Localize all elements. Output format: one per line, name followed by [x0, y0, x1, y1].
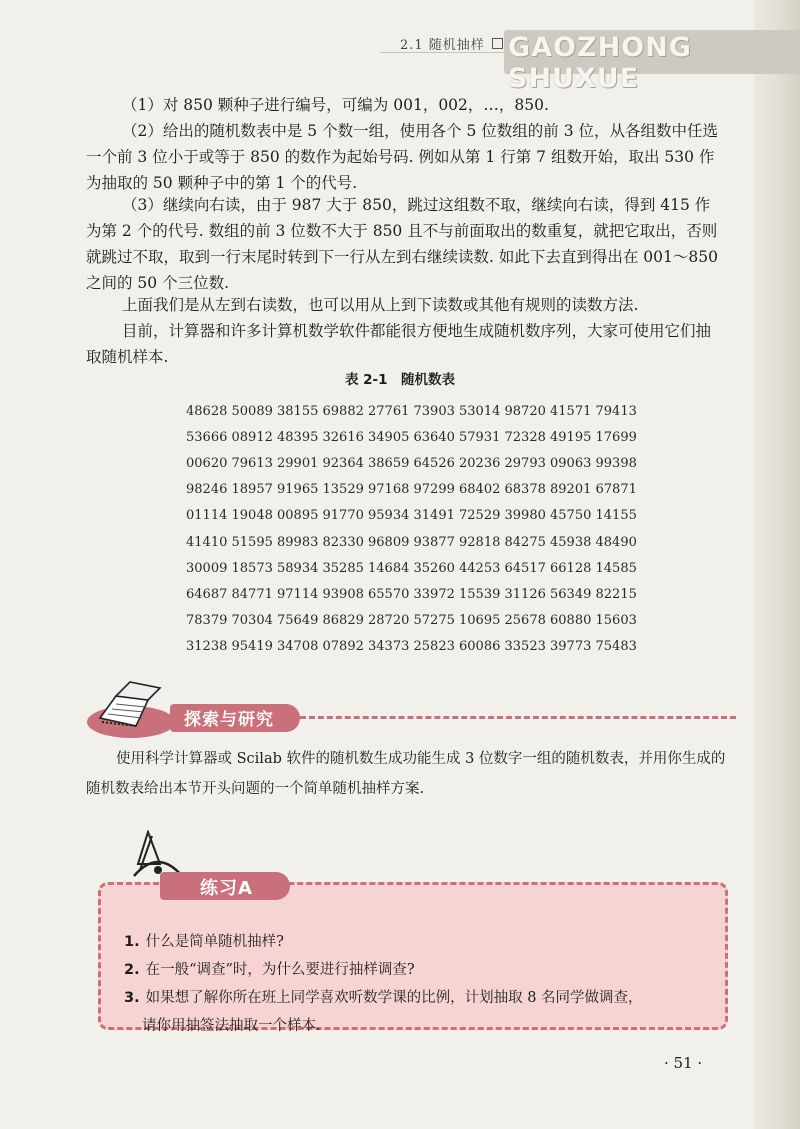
table-row	[186, 634, 641, 660]
table-cell: 25823	[413, 639, 455, 655]
table-cell: 89983	[277, 534, 319, 550]
exercise-item	[124, 984, 643, 1012]
table-cell: 18957	[231, 482, 273, 498]
table-cell: 70304	[231, 613, 273, 629]
table-row	[186, 529, 641, 555]
table-cell: 68402	[459, 482, 501, 498]
exercise-title: 练习A	[200, 878, 253, 899]
paragraph-step-1: （1）对 850 颗种子进行编号，可编为 001，002，…，850.	[122, 96, 549, 114]
table-cell: 48395	[277, 429, 319, 445]
table-row	[186, 450, 641, 476]
paragraph-step-3: （3）继续向右读，由于 987 大于 850，跳过这组数不取，继续向右读，得到 415 作为第 2 个的代号. 数组的前 3 位数不大于 850 且不与前面取出的数重复，就把它取出，否则就跳过不取，取到一行末尾时转到下一行从左到右继续读数. 如此下去直到得出在 001～850之间的 50 个三位数.	[86, 196, 718, 292]
table-cell: 79413	[595, 403, 637, 419]
table-cell: 53014	[459, 403, 501, 419]
table-cell: 56349	[550, 586, 592, 602]
table-cell: 00620	[186, 455, 228, 471]
table-cell: 01114	[186, 508, 228, 524]
table-cell: 34905	[368, 429, 410, 445]
table-cell: 39980	[504, 508, 546, 524]
table-cell: 07892	[322, 639, 364, 655]
table-cell: 66128	[550, 560, 592, 576]
explore-title: 探索与研究	[184, 710, 274, 730]
table-cell: 18573	[231, 560, 273, 576]
table-cell: 38155	[277, 403, 319, 419]
exercise-number: 1.	[124, 934, 140, 950]
exercise-number: 2.	[124, 962, 140, 978]
table-cell: 91770	[322, 508, 364, 524]
table-cell: 75483	[595, 639, 637, 655]
table-cell: 14585	[595, 560, 637, 576]
table-cell: 72328	[504, 429, 546, 445]
table-cell: 17699	[595, 429, 637, 445]
table-cell: 31126	[504, 586, 546, 602]
table-cell: 92364	[322, 455, 364, 471]
table-cell: 00895	[277, 508, 319, 524]
table-cell: 38659	[368, 455, 410, 471]
exercise-text: 什么是简单随机抽样?	[145, 934, 284, 950]
table-cell: 34708	[277, 639, 319, 655]
table-cell: 45750	[550, 508, 592, 524]
table-cell: 58934	[277, 560, 319, 576]
exercise-item	[124, 928, 643, 956]
paragraph-reading-order: 上面我们是从左到右读数，也可以用从上到下读数或其他有规则的读数方法.	[122, 296, 639, 314]
table-cell: 35285	[322, 560, 364, 576]
table-cell: 69882	[322, 403, 364, 419]
paragraph-software: 目前，计算器和许多计算机数学软件都能很方便地生成随机数序列，大家可使用它们抽取随机样本.	[86, 322, 712, 366]
table-cell: 73903	[413, 403, 455, 419]
exercise-text: 在一般“调查”时，为什么要进行抽样调查?	[145, 962, 415, 978]
table-cell: 64526	[413, 455, 455, 471]
table-cell: 63640	[413, 429, 455, 445]
table-cell: 13529	[322, 482, 364, 498]
table-cell: 39773	[550, 639, 592, 655]
table-cell: 95419	[231, 639, 273, 655]
table-cell: 44253	[459, 560, 501, 576]
table-cell: 86829	[322, 613, 364, 629]
table-row	[186, 555, 641, 581]
table-cell: 19048	[231, 508, 273, 524]
table-cell: 50089	[231, 403, 273, 419]
table-cell: 72529	[459, 508, 501, 524]
table-cell: 45938	[550, 534, 592, 550]
table-cell: 93877	[413, 534, 455, 550]
table-cell: 82330	[322, 534, 364, 550]
table-cell: 67871	[595, 482, 637, 498]
table-row	[186, 424, 641, 450]
explore-divider	[300, 716, 736, 719]
exercise-item	[124, 956, 643, 984]
table-cell: 64687	[186, 586, 228, 602]
explore-heading	[86, 700, 736, 740]
table-cell: 28720	[368, 613, 410, 629]
table-cell: 41571	[550, 403, 592, 419]
table-cell: 57275	[413, 613, 455, 629]
table-cell: 97299	[413, 482, 455, 498]
table-row	[186, 477, 641, 503]
exercise-list	[124, 928, 643, 1040]
table-cell: 82215	[595, 586, 637, 602]
table-cell: 75649	[277, 613, 319, 629]
table-cell: 68378	[504, 482, 546, 498]
table-cell: 98720	[504, 403, 546, 419]
table-cell: 14684	[368, 560, 410, 576]
table-cell: 10695	[459, 613, 501, 629]
table-caption: 表 2-1 随机数表	[344, 372, 456, 388]
table-cell: 84771	[231, 586, 273, 602]
table-cell: 15603	[595, 613, 637, 629]
exercise-item-continuation: 请你用抽签法抽取一个样本.	[142, 1018, 321, 1034]
table-cell: 89201	[550, 482, 592, 498]
table-cell: 53666	[186, 429, 228, 445]
table-cell: 64517	[504, 560, 546, 576]
paragraph-step-2: （2）给出的随机数表中是 5 个数一组，使用各个 5 位数组的前 3 位，从各组数中任选一个前 3 位小于或等于 850 的数作为起始号码. 例如从第 1 行第 7 组数开始，取出 530 作为抽取的 50 颗种子中的第 1 个的代号.	[86, 122, 719, 192]
table-cell: 60880	[550, 613, 592, 629]
table-cell: 15539	[459, 586, 501, 602]
table-cell: 29901	[277, 455, 319, 471]
table-cell: 84275	[504, 534, 546, 550]
table-cell: 57931	[459, 429, 501, 445]
table-cell: 51595	[231, 534, 273, 550]
table-cell: 65570	[368, 586, 410, 602]
table-cell: 79613	[231, 455, 273, 471]
table-cell: 91965	[277, 482, 319, 498]
table-cell: 25678	[504, 613, 546, 629]
book-notebook-icon	[86, 678, 176, 740]
table-cell: 27761	[368, 403, 410, 419]
table-cell: 97114	[277, 586, 319, 602]
table-cell: 34373	[368, 639, 410, 655]
running-header	[380, 28, 800, 94]
table-cell: 96809	[368, 534, 410, 550]
table-cell: 48628	[186, 403, 228, 419]
table-cell: 48490	[595, 534, 637, 550]
explore-body: 使用科学计算器或 Scilab 软件的随机数生成功能生成 3 位数字一组的随机数表，并用你生成的随机数表给出本节开头问题的一个简单随机抽样方案.	[86, 751, 726, 797]
table-cell: 08912	[231, 429, 273, 445]
table-cell: 29793	[504, 455, 546, 471]
table-cell: 93908	[322, 586, 364, 602]
table-cell: 98246	[186, 482, 228, 498]
table-cell: 35260	[413, 560, 455, 576]
table-row	[186, 398, 641, 424]
table-row	[186, 503, 641, 529]
exercise-text: 如果想了解你所在班上同学喜欢听数学课的比例，计划抽取 8 名同学做调查，	[145, 990, 643, 1006]
table-cell: 99398	[595, 455, 637, 471]
table-cell: 14155	[595, 508, 637, 524]
table-row	[186, 608, 641, 634]
table-cell: 32616	[322, 429, 364, 445]
table-cell: 31491	[413, 508, 455, 524]
table-row	[186, 581, 641, 607]
table-cell: 41410	[186, 534, 228, 550]
exercise-number: 3.	[124, 990, 140, 1006]
table-cell: 30009	[186, 560, 228, 576]
brand-text: GAOZHONG SHUXUE	[508, 32, 692, 94]
table-cell: 95934	[368, 508, 410, 524]
table-cell: 31238	[186, 639, 228, 655]
page-number: · 51 ·	[664, 1054, 703, 1072]
table-cell: 09063	[550, 455, 592, 471]
random-number-table	[186, 398, 641, 660]
table-cell: 60086	[459, 639, 501, 655]
section-label: 2.1 随机抽样	[400, 38, 485, 53]
page-edge	[754, 0, 800, 1129]
table-cell: 97168	[368, 482, 410, 498]
table-cell: 33972	[413, 586, 455, 602]
table-cell: 49195	[550, 429, 592, 445]
table-cell: 20236	[459, 455, 501, 471]
section-square-icon	[492, 38, 503, 49]
table-cell: 92818	[459, 534, 501, 550]
table-cell: 78379	[186, 613, 228, 629]
table-cell: 33523	[504, 639, 546, 655]
exercise-heading	[100, 858, 720, 898]
